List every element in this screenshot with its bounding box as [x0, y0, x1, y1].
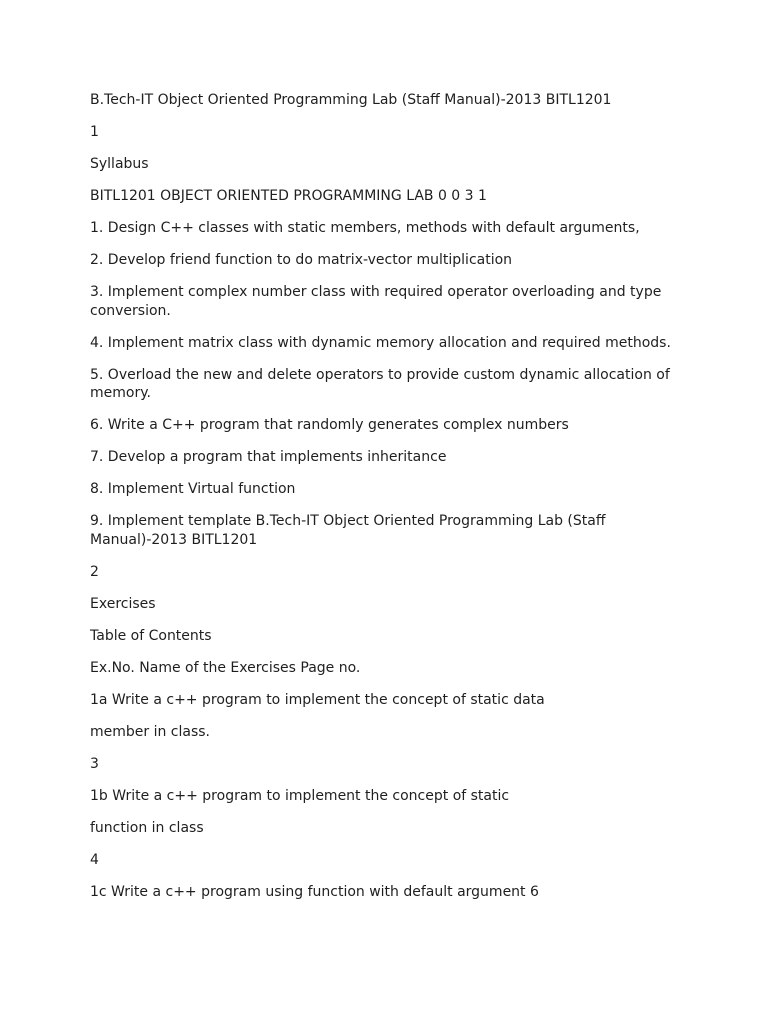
syllabus-item-2: 2. Develop friend function to do matrix-vector multiplication: [90, 252, 513, 268]
syllabus-item-6: 6. Write a C++ program that randomly generates complex numbers: [90, 417, 569, 433]
syllabus-item-8: 8. Implement Virtual function: [90, 481, 296, 497]
toc-page-number: 3: [90, 755, 99, 772]
syllabus-item-4: 4. Implement matrix class with dynamic memory allocation and required methods.: [90, 334, 671, 351]
toc-entry-text: member in class.: [90, 723, 211, 740]
toc-entry-text: 1c Write a c++ program using function with default argument 6: [90, 883, 539, 900]
toc-heading: Table of Contents: [90, 627, 212, 644]
toc-column-header: Ex.No. Name of the Exercises Page no.: [90, 659, 361, 676]
syllabus-item-3: 3. Implement complex number class with required operator overloading and type conversion.: [90, 284, 662, 319]
syllabus-item-9: 9. Implement template B.Tech-IT Object Oriented Programming Lab (Staff Manual)-2013 BITL1201: [90, 513, 606, 548]
toc-entry-text: function in class: [90, 819, 204, 836]
toc-page-number: 4: [90, 851, 99, 868]
toc-entry-text: 1b Write a c++ program to implement the concept of static: [90, 787, 510, 804]
syllabus-item-5: 5. Overload the new and delete operators to provide custom dynamic allocation of memory.: [90, 366, 670, 401]
page-number: 1: [90, 124, 99, 140]
section-heading-exercises: Exercises: [90, 595, 156, 612]
section-heading-syllabus: Syllabus: [90, 156, 149, 172]
toc-entry-text: 1a Write a c++ program to implement the concept of static data: [90, 691, 545, 708]
syllabus-item-1: 1. Design C++ classes with static members, methods with default arguments,: [90, 220, 640, 236]
syllabus-item-7: 7. Develop a program that implements inheritance: [90, 449, 447, 465]
document-header: B.Tech-IT Object Oriented Programming Lab (Staff Manual)-2013 BITL1201: [90, 92, 612, 108]
page-number: 2: [90, 563, 99, 580]
course-title: BITL1201 OBJECT ORIENTED PROGRAMMING LAB 0 0 3 1: [90, 188, 487, 204]
